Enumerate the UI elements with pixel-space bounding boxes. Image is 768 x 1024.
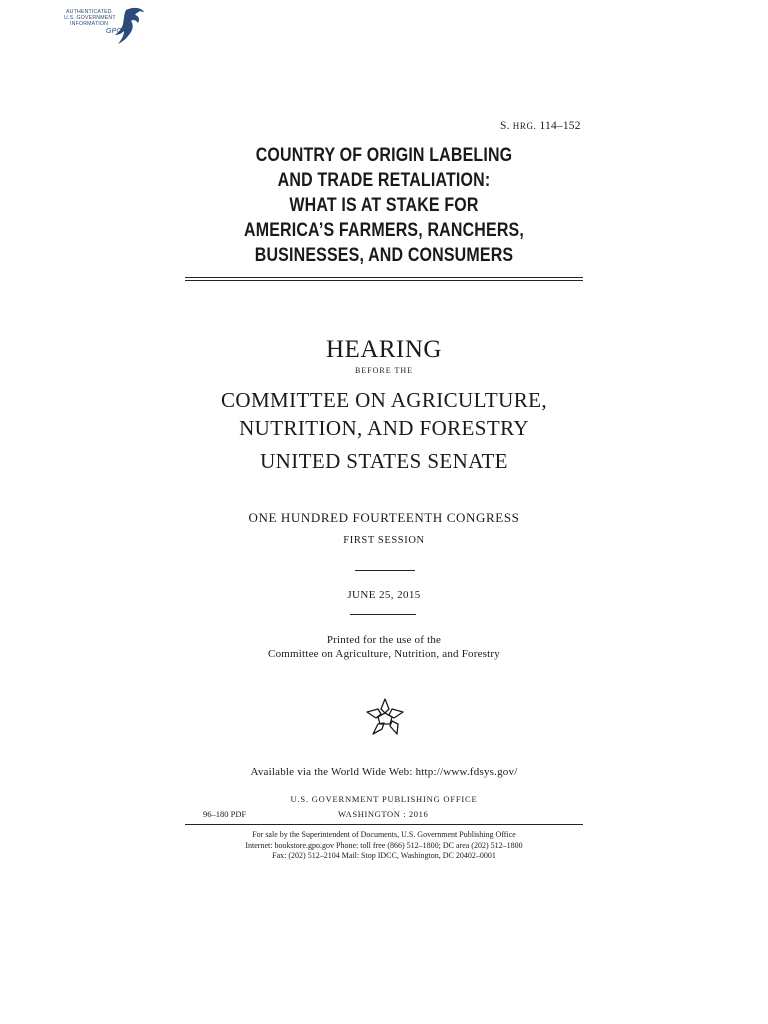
web-availability: Available via the World Wide Web: http://www.fdsys.gov/ bbox=[250, 766, 518, 778]
footer-rule bbox=[185, 824, 583, 825]
date-rule-top bbox=[355, 570, 415, 571]
title-line: AND TRADE RETALIATION: bbox=[277, 169, 491, 191]
sale-line: Internet: bookstore.gpo.gov Phone: toll free (866) 512–1800; DC area (202) 512–1800 bbox=[245, 840, 523, 850]
before-label: BEFORE THE bbox=[354, 366, 414, 375]
gpo-star-emblem-icon bbox=[364, 697, 406, 739]
title-line: WHAT IS AT STAKE FOR bbox=[289, 194, 479, 216]
date-rule-bottom bbox=[350, 614, 416, 615]
logo-line: AUTHENTICATED bbox=[66, 9, 112, 15]
printed-for bbox=[0, 633, 768, 661]
title-line: BUSINESSES, AND CONSUMERS bbox=[254, 244, 514, 266]
title-line: AMERICA’S FARMERS, RANCHERS, bbox=[243, 219, 525, 241]
senate-label: UNITED STATES SENATE bbox=[260, 449, 508, 473]
congress-label: ONE HUNDRED FOURTEENTH CONGRESS bbox=[248, 510, 520, 525]
pdf-number: 96–180 PDF bbox=[203, 809, 247, 819]
session-label: FIRST SESSION bbox=[343, 535, 425, 546]
hearing-prefix: S. bbox=[500, 120, 510, 132]
sale-line: Fax: (202) 512–2104 Mail: Stop IDCC, Washington, DC 20402–0001 bbox=[272, 851, 496, 860]
title-line: COUNTRY OF ORIGIN LABELING bbox=[255, 144, 513, 166]
logo-line: GPO bbox=[106, 28, 123, 35]
publisher: U.S. GOVERNMENT PUBLISHING OFFICE bbox=[290, 794, 478, 804]
printed-line: Committee on Agriculture, Nutrition, and Forestry bbox=[268, 648, 500, 660]
hearing-number-value: 114–152 bbox=[539, 120, 581, 132]
hearing-title bbox=[217, 143, 552, 268]
sale-line: For sale by the Superintendent of Documents, U.S. Government Publishing Office bbox=[252, 830, 516, 839]
committee-line: NUTRITION, AND FORESTRY bbox=[239, 416, 529, 440]
hearing-number bbox=[500, 120, 581, 132]
place-year: WASHINGTON : 2016 bbox=[338, 809, 429, 819]
sale-info bbox=[0, 830, 768, 862]
logo-line: INFORMATION bbox=[70, 21, 109, 27]
title-rule-bottom bbox=[185, 280, 583, 281]
hearing-label: HEARING bbox=[326, 336, 442, 363]
title-rule-top bbox=[185, 277, 583, 278]
printed-line: Printed for the use of the bbox=[326, 634, 442, 646]
committee-line: COMMITTEE ON AGRICULTURE, bbox=[221, 388, 547, 412]
gpo-authenticated-logo bbox=[60, 4, 150, 48]
logo-line: U.S. GOVERNMENT bbox=[64, 15, 116, 21]
hearing-abbrev: HRG. bbox=[512, 121, 537, 131]
committee-name bbox=[0, 386, 768, 442]
hearing-date: JUNE 25, 2015 bbox=[347, 589, 421, 601]
